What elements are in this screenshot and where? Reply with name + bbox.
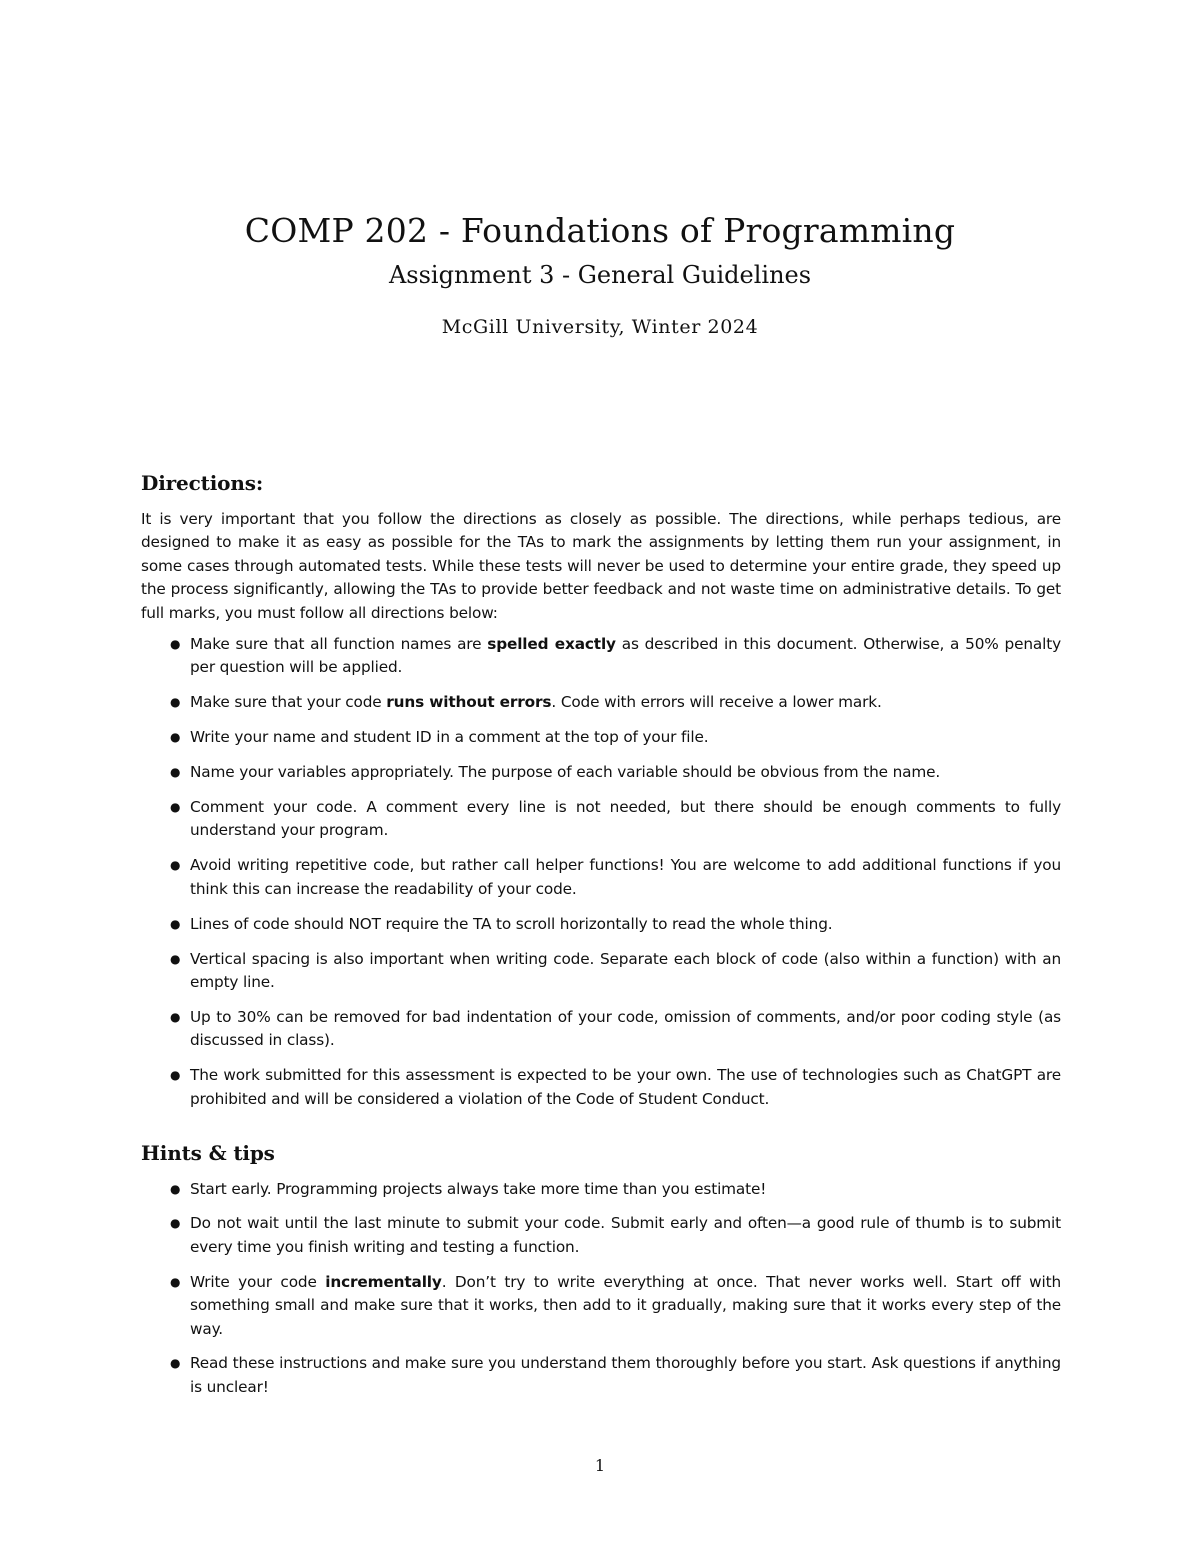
- bullet-icon: ●: [170, 1181, 181, 1196]
- directions-item-3: ● Write your name and student ID in a comment at the top of your file.: [141, 726, 1061, 749]
- hints-list: [141, 1178, 1061, 1400]
- document-body: [141, 468, 1061, 1411]
- bullet-icon: ●: [170, 1356, 181, 1371]
- bullet-icon: ●: [170, 951, 181, 966]
- bullet-icon: ●: [170, 730, 181, 745]
- document-title: COMP 202 - Foundations of Programming: [244, 211, 956, 250]
- bullet-icon: ●: [170, 1274, 181, 1289]
- directions-item-8: ● Vertical spacing is also important when writing code. Separate each block of code (also within a function) with an empty line.: [170, 949, 1061, 991]
- hints-item-1: ● Start early. Programming projects always take more time than you estimate!: [141, 1178, 1061, 1201]
- bullet-icon: ●: [170, 637, 181, 652]
- directions-item-7: ● Lines of code should NOT require the TA to scroll horizontally to read the whole thing.: [141, 913, 1061, 936]
- bullet-icon: ●: [170, 695, 181, 710]
- directions-item-9: ● Up to 30% can be removed for bad indentation of your code, omission of comments, and/or poor coding style (as discussed in class).: [170, 1007, 1061, 1050]
- hints-item-4: ● Read these instructions and make sure you understand them thoroughly before you start. Ask questions if anything is unclear!: [170, 1354, 1061, 1396]
- bullet-icon: ●: [170, 800, 181, 815]
- directions-item-10: ● The work submitted for this assessment is expected to be your own. The use of technologies such as ChatGPT are prohibited and will be considered a violation of the Code of Student Conduct.: [170, 1066, 1061, 1108]
- directions-item-2: ● Make sure that your code runs without errors. Code with errors will receive a lower mark.: [141, 691, 1061, 714]
- bullet-icon: ●: [170, 1216, 181, 1231]
- directions-list: [141, 633, 1061, 1111]
- bullet-icon: ●: [170, 765, 181, 780]
- bullet-icon: ●: [170, 858, 181, 873]
- institution-line: McGill University, Winter 2024: [441, 316, 759, 338]
- hints-item-2: ● Do not wait until the last minute to submit your code. Submit early and often—a good rule of thumb is to submit every time you finish writing and testing a function.: [170, 1214, 1061, 1256]
- directions-item-4: ● Name your variables appropriately. The purpose of each variable should be obvious from the name.: [141, 761, 1061, 784]
- bullet-icon: ●: [170, 1009, 181, 1024]
- directions-heading: Directions:: [141, 471, 264, 495]
- page-number: 1: [594, 1456, 606, 1475]
- directions-intro: It is very important that you follow the directions as closely as possible. The directions, while perhaps tedious, are designed to make it as easy as possible for the TAs to mark the assignments by letting them run your assignment, in some cases through automated tests. While these tests will never be used to determine your entire grade, they speed up the process significantly, allowing the TAs to provide better feedback and not waste time on administrative details. To get full marks, you must follow all directions below:: [141, 510, 1061, 622]
- directions-item-1: ● Make sure that all function names are spelled exactly as described in this document. Otherwise, a 50% penalty per question will be applied.: [170, 635, 1061, 677]
- directions-item-5: ● Comment your code. A comment every line is not needed, but there should be enough comments to fully understand your program.: [170, 798, 1061, 840]
- hints-item-3: ● Write your code incrementally. Don’t try to write everything at once. That never works well. Start off with something small and make sure that it works, then add to it gradually, making sure that it works every step of the way.: [170, 1272, 1061, 1338]
- document-subtitle: Assignment 3 - General Guidelines: [388, 261, 812, 289]
- directions-item-6: ● Avoid writing repetitive code, but rather call helper functions! You are welcome to add additional functions if you think this can increase the readability of your code.: [170, 856, 1061, 898]
- bullet-icon: ●: [170, 916, 181, 931]
- hints-heading: Hints & tips: [141, 1140, 275, 1165]
- bullet-icon: ●: [170, 1068, 181, 1083]
